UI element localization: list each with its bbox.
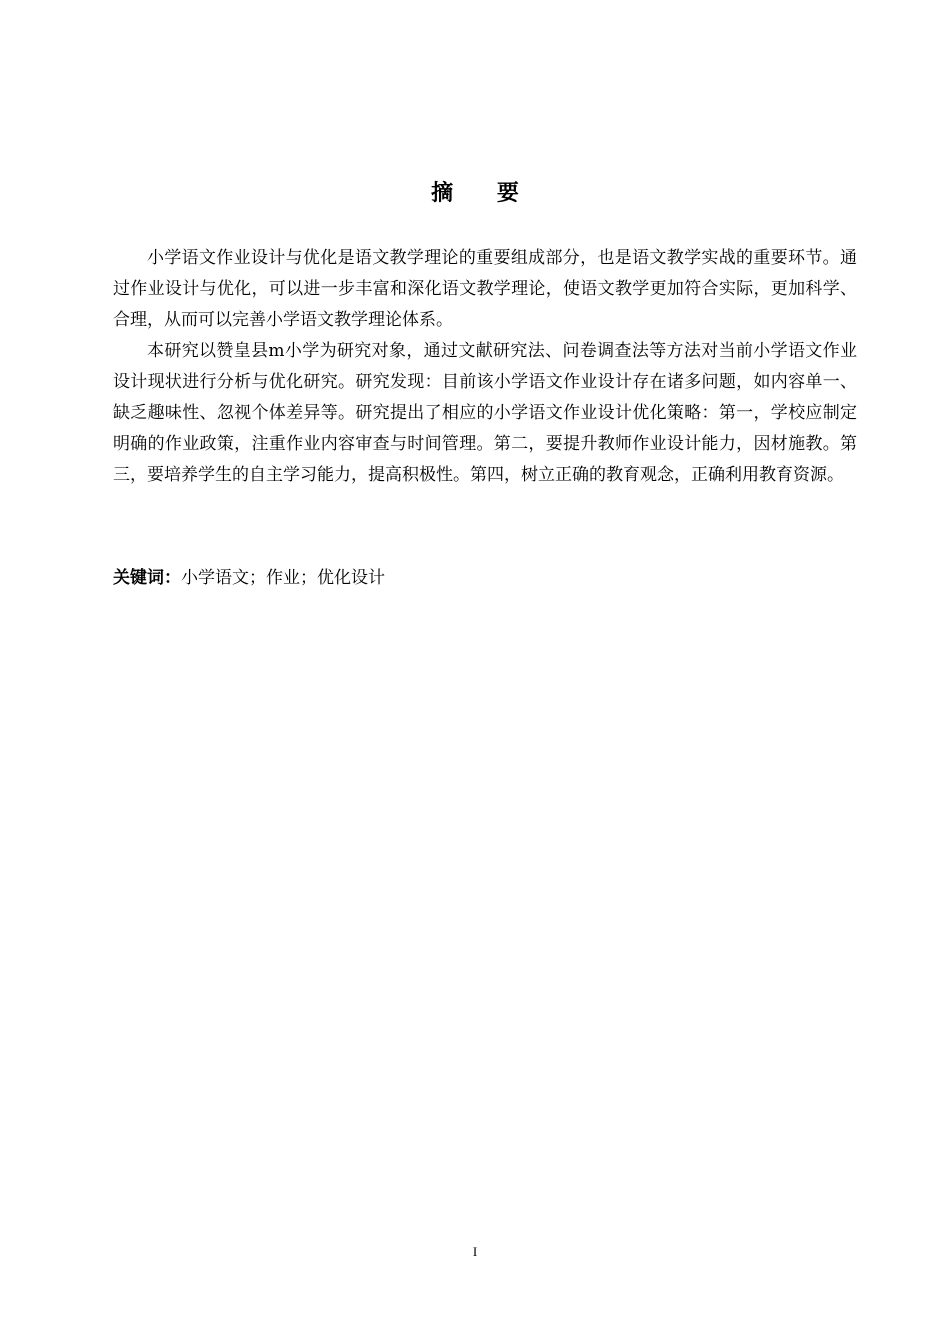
keywords-line xyxy=(113,563,857,594)
keywords-label: 关键词： xyxy=(113,568,181,588)
abstract-paragraph-2: 本研究以赞皇县m小学为研究对象，通过文献研究法、问卷调查法等方法对当前小学语文作业设计现状进行分析与优化研究。研究发现：目前该小学语文作业设计存在诸多问题，如内容单一、缺乏趣味性、忽视个体差异等。研究提出了相应的小学语文作业设计优化策略：第一，学校应制定明确的作业政策，注重作业内容审查与时间管理。第二，要提升教师作业设计能力，因材施教。第三，要培养学生的自主学习能力，提高积极性。第四，树立正确的教育观念，正确利用教育资源。 xyxy=(113,341,857,485)
abstract-body xyxy=(113,243,857,491)
keywords-text: 小学语文；作业；优化设计 xyxy=(181,568,385,588)
page-number: I xyxy=(472,1244,478,1259)
abstract-title: 摘 要 xyxy=(431,181,537,206)
abstract-paragraph-1: 小学语文作业设计与优化是语文教学理论的重要组成部分，也是语文教学实战的重要环节。通过作业设计与优化，可以进一步丰富和深化语文教学理论，使语文教学更加符合实际，更加科学、合理，从而可以完善小学语文教学理论体系。 xyxy=(113,248,857,330)
